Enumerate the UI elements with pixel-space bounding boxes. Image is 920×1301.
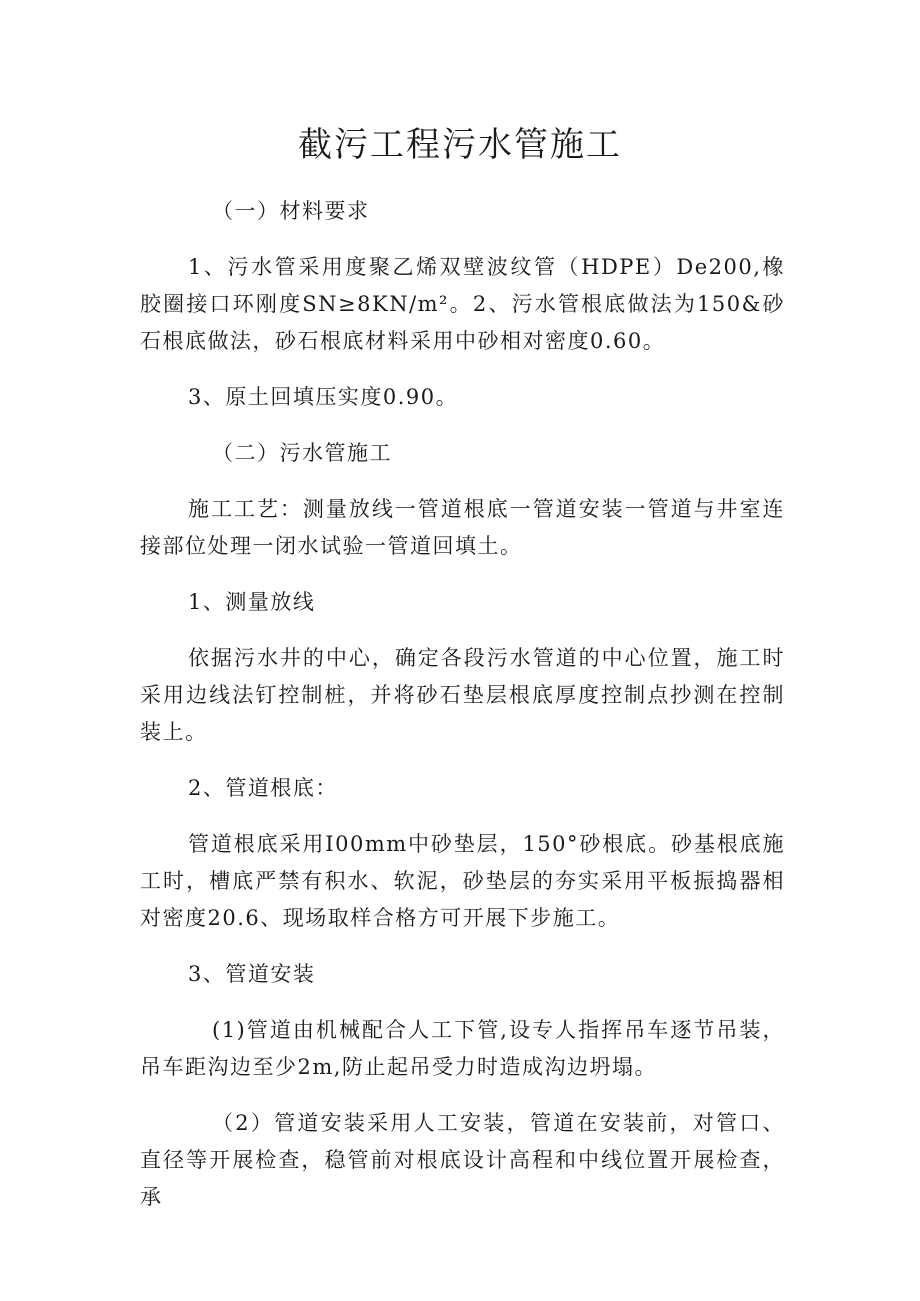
subheading-foundation: 2、管道根底： — [188, 776, 338, 800]
paragraph-foundation: 管道根底采用I00mm中砂垫层，150°砂根底。砂基根底施工时，槽底严禁有积水、软泥，砂垫层的夯实采用平板振捣器相对密度20.6、现场取样合格方可开展下步施工。 — [140, 832, 785, 930]
subheading-installation: 3、管道安装 — [188, 962, 316, 986]
document-body — [140, 193, 785, 1235]
section-heading-construction: （二）污水管施工 — [212, 441, 392, 465]
paragraph-installation-2: （2）管道安装采用人工安装，管道在安装前，对管口、直径等开展检查，稳管前对根底设计高程和中线位置开展检查，承 — [140, 1111, 785, 1209]
paragraph-process: 施工工艺：测量放线一管道根底一管道安装一管道与井室连接部位处理一闭水试验一管道回填土。 — [140, 497, 785, 558]
paragraph-pipe-material: 1、污水管采用度聚乙烯双壁波纹管（HDPE）De200,橡胶圈接口环刚度SN≥8KN/m²。2、污水管根底做法为150&砂石根底做法，砂石根底材料采用中砂相对密度0.60。 — [140, 255, 785, 353]
document-title: 截污工程污水管施工 — [298, 125, 622, 165]
paragraph-survey: 依据污水井的中心，确定各段污水管道的中心位置，施工时采用边线法钉控制桩，并将砂石垫层根底厚度控制点抄测在控制装上。 — [140, 646, 785, 744]
paragraph-installation-1: (1)管道由机械配合人工下管,设专人指挥吊车逐节吊装，吊车距沟边至少2m,防止起吊受力时造成沟边坍塌。 — [140, 1018, 785, 1079]
section-heading-materials: （一）材料要求 — [212, 199, 370, 223]
paragraph-compaction: 3、原土回填压实度0.90。 — [188, 385, 459, 409]
subheading-survey: 1、测量放线 — [188, 590, 316, 614]
